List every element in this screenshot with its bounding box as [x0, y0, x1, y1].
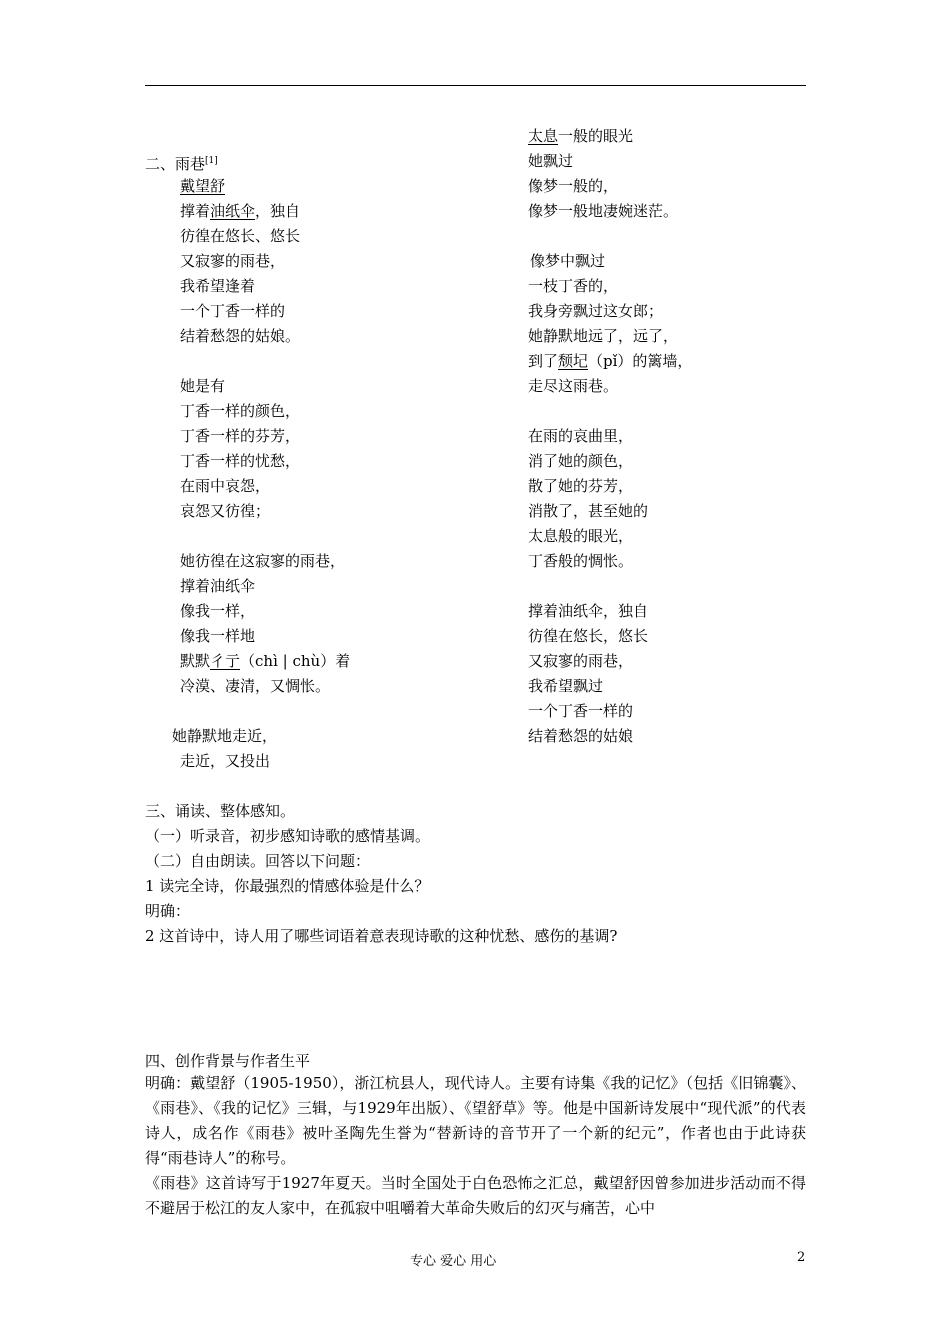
poem-author: 戴望舒	[180, 177, 226, 195]
poem-line: 她静默地走近，	[172, 727, 278, 745]
poem-line: 我希望逢着	[180, 277, 256, 295]
list-item: （一）听录音，初步感知诗歌的感情基调。	[145, 827, 431, 845]
poem-line: 丁香一样的颜色，	[180, 402, 301, 420]
section-heading: 二、雨巷[1]	[145, 155, 218, 173]
poem-line: 冷漠、凄清，又惆怅。	[180, 677, 331, 695]
poem-line: 走尽这雨巷。	[528, 377, 619, 395]
poem-line: 丁香一样的忧愁，	[180, 452, 301, 470]
poem-line: 一个丁香一样的	[180, 302, 286, 320]
poem-line: 到了颓圮（pǐ）的篱墙，	[528, 352, 693, 370]
body-paragraph: 明确：戴望舒（1905-1950），浙江杭县人，现代诗人。主要有诗集《我的记忆》（包括《旧锦囊》、《雨巷》、《我的记忆》三辑，与1929年出版）、《望舒草》等。他是中国新诗发展中“现代派”的代表诗人，成名作《雨巷》被叶圣陶先生誉为“替新诗的音节开了一个新的纪元”，作者也由于此诗获得“雨巷诗人”的称号。	[145, 1074, 806, 1167]
poem-line: 太息般的眼光，	[528, 527, 634, 545]
poem-line: 彷徨在悠长、悠长	[180, 227, 301, 245]
section-heading: 四、创作背景与作者生平	[145, 1052, 311, 1070]
list-item: 明确：	[145, 902, 191, 920]
poem-line: 散了她的芬芳，	[528, 477, 634, 495]
footer-motto: 专心 爱心 用心	[410, 1254, 497, 1269]
poem-line: 她飘过	[528, 152, 574, 170]
list-item: 1 读完全诗，你最强烈的情感体验是什么？	[145, 877, 430, 895]
poem-line: 在雨的哀曲里，	[528, 427, 634, 445]
poem-line: 我希望飘过	[528, 677, 604, 695]
poem-line: 像梦一般的，	[528, 177, 619, 195]
poem-line: 一个丁香一样的	[528, 702, 634, 720]
poem-line: 消了她的颜色，	[528, 452, 634, 470]
body-paragraph: 《雨巷》这首诗写于1927年夏天。当时全国处于白色恐怖之汇总，戴望舒因曾参加进步活动而不得不避居于松江的友人家中，在孤寂中咀嚼着大革命失败后的幻灭与痛苦，心中	[145, 1174, 806, 1217]
poem-line: 我身旁飘过这女郎；	[528, 302, 664, 320]
poem-line: 默默彳亍（chì | chù）着	[180, 652, 351, 670]
list-item: 2 这首诗中，诗人用了哪些词语着意表现诗歌的这种忧愁、感伤的基调?	[145, 927, 618, 945]
poem-line: 走近，又投出	[180, 752, 271, 770]
poem-line: 一枝丁香的，	[528, 277, 619, 295]
poem-line: 像我一样地	[180, 627, 256, 645]
poem-line: 结着愁怨的姑娘	[528, 727, 634, 745]
poem-line: 她静默地远了，远了，	[528, 327, 679, 345]
poem-line: 她是有	[180, 377, 226, 395]
poem-line: 撑着油纸伞，独自	[180, 202, 301, 220]
poem-line: 她彷徨在这寂寥的雨巷，	[180, 552, 346, 570]
poem-line: 丁香一样的芬芳，	[180, 427, 301, 445]
list-item: （二）自由朗读。回答以下问题：	[145, 852, 371, 870]
poem-line: 太息一般的眼光	[528, 127, 634, 145]
poem-line: 撑着油纸伞，独自	[528, 602, 649, 620]
poem-line: 像梦一般地凄婉迷茫。	[528, 202, 679, 220]
poem-line: 又寂寥的雨巷，	[180, 252, 286, 270]
section-heading: 三、诵读、整体感知。	[145, 802, 296, 820]
footnote-marker: [1]	[205, 156, 218, 166]
poem-line: 消散了，甚至她的	[528, 502, 649, 520]
poem-line: 丁香般的惆怅。	[528, 552, 634, 570]
poem-line: 哀怨又彷徨；	[180, 502, 271, 520]
poem-line: 结着愁怨的姑娘。	[180, 327, 301, 345]
poem-line: 像我一样，	[180, 602, 256, 620]
poem-line: 像梦中飘过	[530, 252, 606, 270]
poem-line: 在雨中哀怨，	[180, 477, 271, 495]
poem-line: 又寂寥的雨巷，	[528, 652, 634, 670]
poem-line: 彷徨在悠长，悠长	[528, 627, 649, 645]
poem-line: 撑着油纸伞	[180, 577, 256, 595]
header-rule	[145, 85, 806, 86]
page-number: 2	[797, 1250, 806, 1265]
